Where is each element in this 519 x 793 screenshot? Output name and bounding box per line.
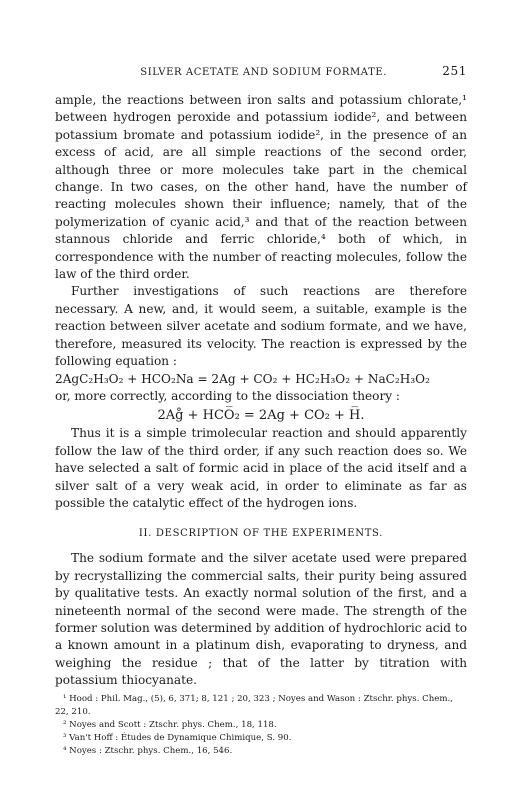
footnote-4: ⁴ Noyes : Ztschr. phys. Chem., 16, 546. — [63, 745, 233, 756]
footnote-1-cont: 22, 210. — [55, 706, 91, 717]
footnotes — [55, 693, 467, 758]
page-number: 251 — [442, 64, 467, 78]
footnote-2: ² Noyes and Scott : Ztschr. phys. Chem., 18, 118. — [63, 719, 277, 730]
paragraph-2: Further investigations of such reactions are therefore necessary. A new, and, it would seem, a suitable, example is the reaction between silver acetate and sodium formate, and we have, therefore, measured its velocity. The reaction is expressed by the following equation : — [55, 284, 467, 369]
equation-1: 2AgC₂H₃O₂ + HCO₂Na = 2Ag + CO₂ + HC₂H₃O₂ + NaC₂H₃O₂ — [55, 371, 430, 386]
footnote-1: ¹ Hood : Phil. Mag., (5), 6, 371; 8, 121 ; 20, 323 ; Noyes and Wason : Ztschr. phys. Chem., — [63, 693, 453, 704]
section-heading: II. DESCRIPTION OF THE EXPERIMENTS. — [138, 528, 384, 540]
running-header — [55, 64, 467, 78]
footnote-3: ³ Van't Hoff : Études de Dynamique Chimique, S. 90. — [63, 732, 292, 743]
page — [55, 64, 467, 758]
equation-2: 2Ag̊ + HCO̅₂ = 2Ag + CO₂ + H̅. — [157, 408, 365, 424]
running-title: SILVER ACETATE AND SODIUM FORMATE. — [140, 67, 388, 78]
paragraph-5: The sodium formate and the silver acetate used were prepared by recrystallizing the commercial salts, their purity being assured by qualitative tests. An exactly normal solution of the first, and a nineteenth normal of the second were made. The strength of the former solution was determined by addition of hydrochloric acid to a known amount in a platinum dish, evaporating to dryness, and weighing the residue ; that of the latter by titration with potassium thiocyanate. — [55, 551, 467, 688]
paragraph-4: Thus it is a simple trimolecular reaction and should apparently follow the law of the third order, if any such reaction does so. We have selected a salt of formic acid in place of the acid itself and a silver salt of a very weak acid, in order to eliminate as far as possible the catalytic effect of the hydrogen ions. — [55, 426, 467, 510]
paragraph-3: or, more correctly, according to the dissociation theory : — [55, 388, 400, 403]
paragraph-1: ample, the reactions between iron salts and potassium chlorate,¹ between hydrogen peroxide and potassium iodide², and between potassium bromate and potassium iodide², in the presence of an excess of acid, are all simple reactions of the second order, although three or more molecules take part in the chemical change. In two cases, on the other hand, have the number of reacting molecules shown their influence; namely, that of the polymerization of cyanic acid,³ and that of the reaction between stannous chloride and ferric chloride,⁴ both of which, in correspondence with the number of reacting molecules, follow the law of the third order. — [55, 93, 467, 282]
